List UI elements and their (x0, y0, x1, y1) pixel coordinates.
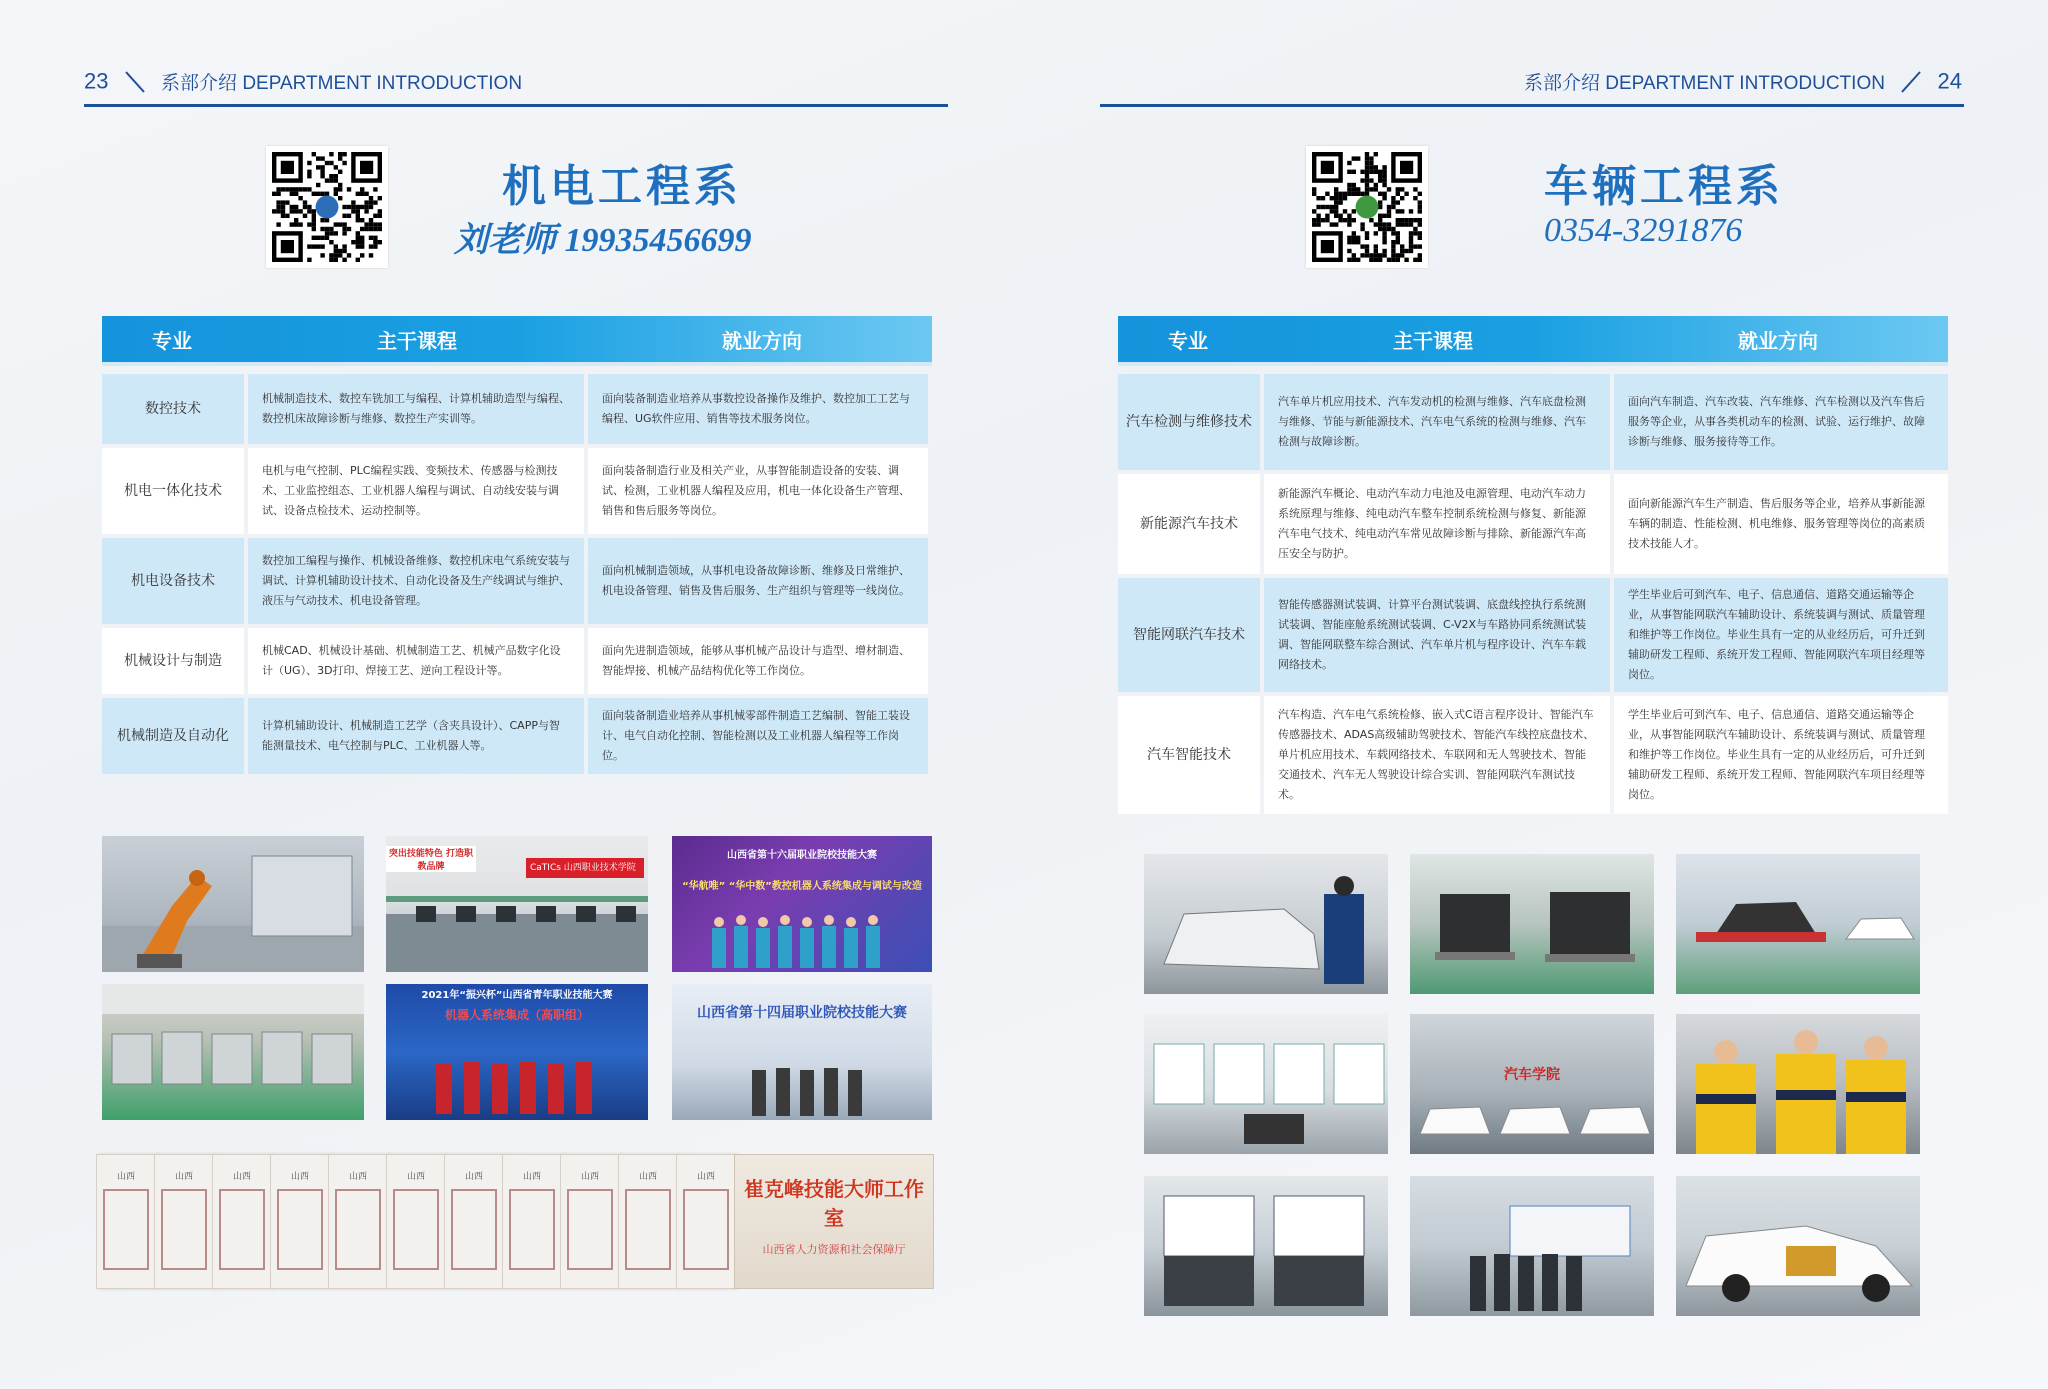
photo-competition-1 (672, 836, 932, 972)
training-boards-icon (1144, 1014, 1388, 1154)
certificate (676, 1154, 736, 1289)
cert-title: 山西 (290, 1172, 309, 1182)
cert-title: 山西 (174, 1172, 193, 1182)
major-cell: 机械设计与制造 (102, 628, 244, 694)
major-cell: 机电设备技术 (102, 538, 244, 624)
table-row (1118, 696, 1948, 814)
header-courses: 主干课程 (377, 328, 457, 353)
header-careers: 就业方向 (1738, 328, 1818, 353)
cert-title: 山西 (464, 1172, 483, 1182)
courses-cell: 计算机辅助设计、机械制造工艺学（含夹具设计）、CAPP与智能测量技术、电气控制与PLC、工业机器人等。 (248, 698, 584, 774)
photo-students-repair (1676, 1014, 1920, 1154)
table-row (1118, 474, 1948, 574)
cert-frame (567, 1189, 613, 1270)
lab-banner: 突出技能特色 打造职教品牌 (386, 846, 476, 872)
backslash-divider-icon (124, 70, 146, 94)
courses-cell: 机械CAD、机械设计基础、机械制造工艺、机械产品数字化设计（UG）、3D打印、焊接工艺、逆向工程设计等。 (248, 628, 584, 694)
table-row (1118, 578, 1948, 692)
major-cell: 数控技术 (102, 374, 244, 444)
careers-cell: 面向先进制造领域，能够从事机械产品设计与造型、增材制造、智能焊接、机械产品结构优化等工作岗位。 (588, 628, 928, 694)
header-text: 系部介绍 DEPARTMENT INTRODUCTION (161, 73, 523, 94)
competition-sub: “华航唯” “华中数”教控机器人系统集成与调试与改造 (682, 881, 922, 892)
students-icon (1676, 1014, 1920, 1154)
photo-cutaway-car (1676, 1176, 1920, 1316)
certificate (560, 1154, 620, 1289)
certificate (444, 1154, 504, 1289)
header-major: 专业 (1168, 328, 1208, 353)
team-group-icon (1410, 1176, 1654, 1316)
careers-cell: 面向汽车制造、汽车改装、汽车维修、汽车检测以及汽车售后服务等企业，从事各类机动车的检测、试验、运行维护、故障诊断与维修、服务接待等工作。 (1614, 374, 1948, 470)
team-icon (672, 836, 932, 972)
major-cell: 机电一体化技术 (102, 448, 244, 534)
dept-title: 机电工程系 (502, 161, 742, 212)
courses-cell: 汽车构造、汽车电气系统检修、嵌入式C语言程序设计、智能汽车传感器技术、ADAS高级辅助驾驶技术、智能汽车线控底盘技术、单片机应用技术、车载网络技术、车联网和无人驾驶技术、智能交通技术、汽车无人驾驶设计综合实训、智能网联汽车测试技术。 (1264, 696, 1610, 814)
header-rule (84, 104, 948, 107)
slash-divider-icon (1900, 70, 1922, 94)
header-careers: 就业方向 (722, 328, 802, 353)
major-cell: 汽车智能技术 (1118, 696, 1260, 814)
careers-cell: 面向装备制造业培养从事数控设备操作及维护、数控加工工艺与编程、UG软件应用、销售等技术服务岗位。 (588, 374, 928, 444)
cert-frame (161, 1189, 207, 1270)
certificate (618, 1154, 678, 1289)
header-courses: 主干课程 (1393, 328, 1473, 353)
course-table (102, 316, 932, 774)
cutaway-car-icon (1676, 1176, 1920, 1316)
cert-frame (277, 1189, 323, 1270)
photo-training-rigs (1144, 1176, 1388, 1316)
table-row (102, 628, 932, 694)
courses-cell: 机械制造技术、数控车铣加工与编程、计算机辅助造型与编程、数控机床故障诊断与维修、数控生产实训等。 (248, 374, 584, 444)
dept-contact: 0354-3291876 (1544, 212, 1743, 249)
courses-cell: 汽车单片机应用技术、汽车发动机的检测与维修、汽车底盘检测与维修、节能与新能源技术、汽车电气系统的检测与维修、汽车检测与故障诊断。 (1264, 374, 1610, 470)
certificate (386, 1154, 446, 1289)
certificate (270, 1154, 330, 1289)
table-row (102, 538, 932, 624)
certificate (212, 1154, 272, 1289)
cert-title: 山西 (116, 1172, 135, 1182)
cert-title: 山西 (580, 1172, 599, 1182)
certificate (96, 1154, 156, 1289)
studio-title: 崔克峰技能大师工作室 (744, 1177, 924, 1230)
page-number: 23 (84, 68, 109, 94)
major-cell: 新能源汽车技术 (1118, 474, 1260, 574)
car-lifts-icon (1676, 854, 1920, 994)
competition-banner-3: 山西省第十四届职业院校技能大赛 (697, 1005, 907, 1021)
qr-code (266, 146, 388, 268)
courses-cell: 数控加工编程与操作、机械设备维修、数控机床电气系统安装与调试、计算机辅助设计技术、自动化设备及生产线调试与维护、液压与气动技术、机电设备管理。 (248, 538, 584, 624)
table-row (102, 374, 932, 444)
header-rule (1100, 104, 1964, 107)
courses-cell: 智能传感器测试装调、计算平台测试装调、底盘线控执行系统测试装调、智能座舱系统测试装调、C-V2X与车路协同系统测试装调、智能网联整车综合测试、汽车单片机与程序设计、汽车车载网络技术。 (1264, 578, 1610, 692)
careers-cell: 面向机械制造领域，从事机电设备故障诊断、维修及日常维护、机电设备管理、销售及售后服务、生产组织与管理等一线岗位。 (588, 538, 928, 624)
studio-plaque (734, 1154, 934, 1289)
workshop-machines-icon (102, 984, 364, 1120)
page-header-left (84, 68, 522, 108)
certificate (502, 1154, 562, 1289)
table-row (1118, 374, 1948, 470)
photo-robot-arm (102, 836, 364, 972)
major-cell: 智能网联汽车技术 (1118, 578, 1260, 692)
table-header (1118, 316, 1948, 366)
white-cars-icon (1410, 1014, 1654, 1154)
group-photo-icon (672, 984, 932, 1120)
careers-cell: 面向新能源汽车生产制造、售后服务等企业，培养从事新能源车辆的制造、性能检测、机电维修、服务管理等岗位的高素质技术技能人才。 (1614, 474, 1948, 574)
table-row (102, 698, 932, 774)
header-text: 系部介绍 DEPARTMENT INTRODUCTION (1523, 73, 1885, 94)
careers-cell: 面向装备制造业培养从事机械零部件制造工艺编制、智能工装设计、电气自动化控制、智能检测以及工业机器人编程等工作岗位。 (588, 698, 928, 774)
engine-icon (1410, 854, 1654, 994)
cert-title: 山西 (522, 1172, 541, 1182)
certificate (328, 1154, 388, 1289)
photo-workshop (102, 984, 364, 1120)
competition-banner-2: 2021年“振兴杯”山西省青年职业技能大赛 (421, 990, 613, 1001)
dept-title: 车辆工程系 (1544, 161, 1784, 212)
table-row (102, 448, 932, 534)
cert-title: 山西 (348, 1172, 367, 1182)
training-rigs-icon (1144, 1176, 1388, 1316)
cert-frame (335, 1189, 381, 1270)
robot-arm-icon (102, 836, 364, 972)
qr-code (1306, 146, 1428, 268)
page-header-right (1524, 68, 1962, 108)
cert-title: 山西 (696, 1172, 715, 1182)
qr-code-icon (272, 152, 382, 262)
course-table (1118, 316, 1948, 814)
photo-competition-2 (386, 984, 648, 1120)
right-page (1024, 0, 2048, 1389)
car-frame-icon (1144, 854, 1388, 994)
cert-frame (451, 1189, 497, 1270)
major-cell: 汽车检测与维修技术 (1118, 374, 1260, 470)
photo-car-lab (1676, 854, 1920, 994)
team-red-icon (386, 984, 648, 1120)
photo-engine-stand (1410, 854, 1654, 994)
header-major: 专业 (152, 328, 192, 353)
cert-title: 山西 (406, 1172, 425, 1182)
cert-frame (683, 1189, 729, 1270)
cert-title: 山西 (232, 1172, 251, 1182)
cert-frame (393, 1189, 439, 1270)
certificate-strip (96, 1154, 936, 1290)
courses-cell: 电机与电气控制、PLC编程实践、变频技术、传感器与检测技术、工业监控组态、工业机器人编程与调试、自动线安装与调试、设备点检技术、运动控制等。 (248, 448, 584, 534)
photo-car-assembly (1144, 854, 1388, 994)
photo-competition-3 (672, 984, 932, 1120)
cert-title: 山西 (638, 1172, 657, 1182)
photo-team-group (1410, 1176, 1654, 1316)
major-cell: 机械制造及自动化 (102, 698, 244, 774)
courses-cell: 新能源汽车概论、电动汽车动力电池及电源管理、电动汽车动力系统原理与维修、纯电动汽车整车控制系统检测与修复、新能源汽车电气技术、纯电动汽车常见故障诊断与排除、新能源汽车高压安全与防护。 (1264, 474, 1610, 574)
photo-computer-lab (386, 836, 648, 972)
careers-cell: 学生毕业后可到汽车、电子、信息通信、道路交通运输等企业，从事智能网联汽车辅助设计、系统装调与测试、质量管理和维护等工作岗位。毕业生具有一定的从业经历后，可升迁到辅助研发工程师、系统开发工程师、智能网联汽车项目经理等岗位。 (1614, 696, 1948, 814)
cert-frame (219, 1189, 265, 1270)
cert-frame (509, 1189, 555, 1270)
careers-cell: 面向装备制造行业及相关产业，从事智能制造设备的安装、调试、检测，工业机器人编程及应用，机电一体化设备生产管理、销售和售后服务等岗位。 (588, 448, 928, 534)
careers-cell: 学生毕业后可到汽车、电子、信息通信、道路交通运输等企业，从事智能网联汽车辅助设计、系统装调与测试、质量管理和维护等工作岗位。毕业生具有一定的从业经历后，可升迁到辅助研发工程师、系统开发工程师、智能网联汽车项目经理等岗位。 (1614, 578, 1948, 692)
studio-sub: 山西省人力资源和社会保障厅 (762, 1243, 906, 1256)
competition-sub-2: 机器人系统集成（高职组） (444, 1008, 589, 1022)
certificate (154, 1154, 214, 1289)
qr-code-icon (1312, 152, 1422, 262)
dept-contact: 刘老师 19935456699 (454, 222, 752, 259)
cert-frame (625, 1189, 671, 1270)
hall-sign: 汽车学院 (1504, 1067, 1560, 1083)
competition-banner: 山西省第十六届职业院校技能大赛 (727, 850, 877, 861)
page-number: 24 (1937, 68, 1962, 94)
photo-car-hall (1410, 1014, 1654, 1154)
lab-logo-banner: CaTICs 山西职业技术学院 (526, 858, 644, 878)
table-header (102, 316, 932, 366)
photo-training-boards (1144, 1014, 1388, 1154)
cert-frame (103, 1189, 149, 1270)
